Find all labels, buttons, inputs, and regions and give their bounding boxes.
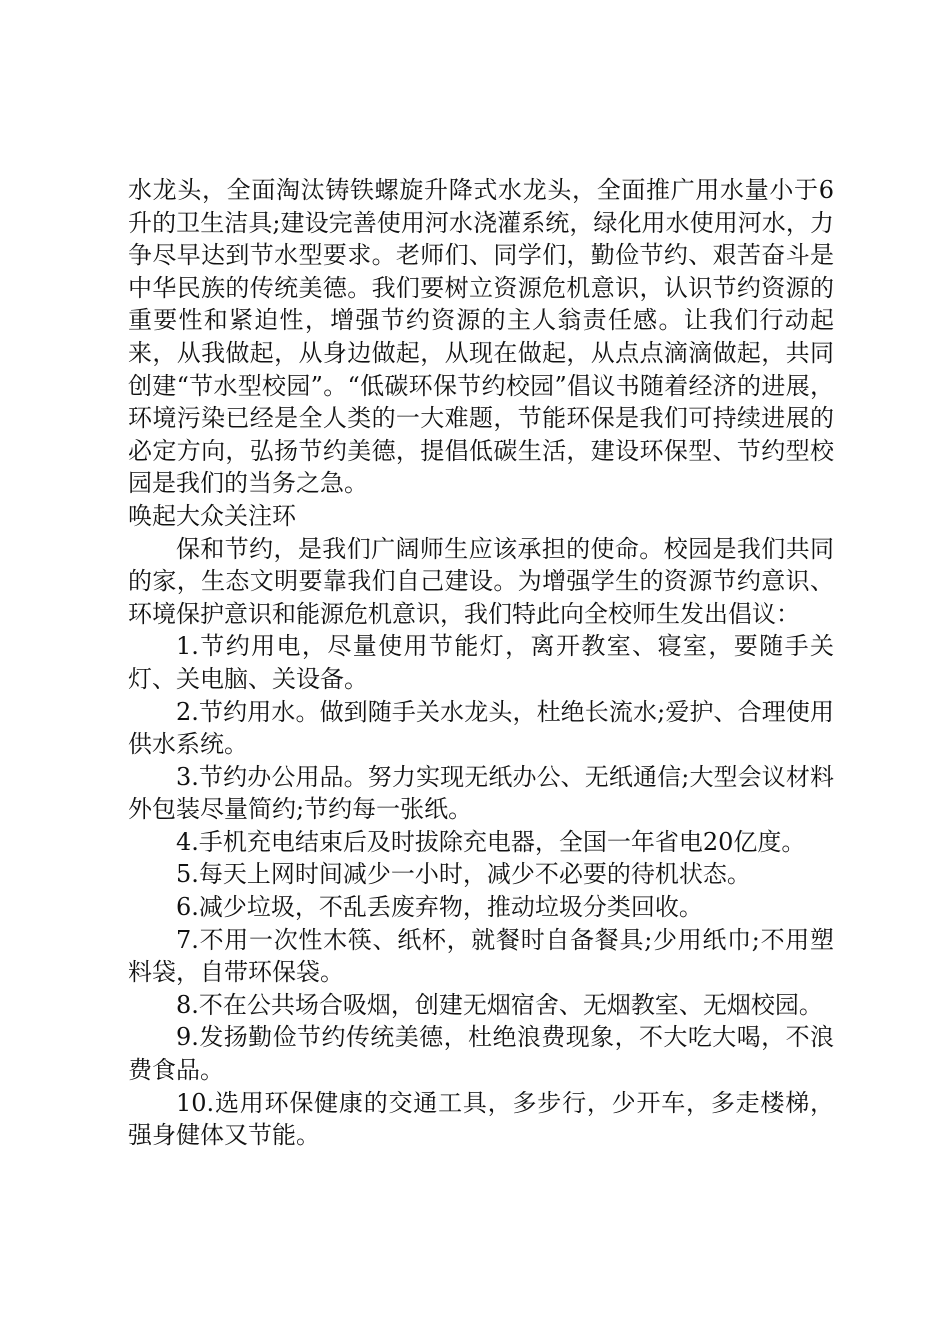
list-item: 2.节约用水。做到随手关水龙头，杜绝长流水;爱护、合理使用供水系统。 [128, 697, 834, 759]
intro-paragraph: 水龙头，全面淘汰铸铁螺旋升降式水龙头，全面推广用水量小于6升的卫生洁具;建设完善使用河水浇灌系统，绿化用水使用河水，力争尽早达到节水型要求。老师们、同学们，勤俭节约、艰苦奋斗是中华民族的传统美德。我们要树立资源危机意识，认识节约资源的重要性和紧迫性，增强节约资源的主人翁责任感。让我们行动起来，从我做起，从身边做起，从现在做起，从点点滴滴做起，共同创建“节水型校园”。“低碳环保节约校园”倡议书随着经济的进展，环境污染已经是全人类的一大难题，节能环保是我们可持续进展的必定方向，弘扬节约美德，提倡低碳生活，建设环保型、节约型校园是我们的当务之急。 [128, 176, 834, 498]
body-paragraph: 保和节约，是我们广阔师生应该承担的使命。校园是我们共同的家，生态文明要靠我们自己建设。为增强学生的资源节约意识、环境保护意识和能源危机意识，我们特此向全校师生发出倡议： [128, 534, 834, 628]
list-item: 5.每天上网时间减少一小时，减少不必要的待机状态。 [176, 860, 751, 889]
short-line: 唤起大众关注环 [128, 501, 296, 530]
list-item: 9.发扬勤俭节约传统美德，杜绝浪费现象，不大吃大喝，不浪费食品。 [128, 1023, 834, 1085]
list-item: 1.节约用电，尽量使用节能灯，离开教室、寝室，要随手关灯、关电脑、关设备。 [128, 632, 834, 693]
list-item: 3.节约办公用品。努力实现无纸办公、无纸通信;大型会议材料外包装尽量简约;节约每一张纸。 [128, 762, 834, 824]
list-item: 4.手机充电结束后及时拔除充电器，全国一年省电20亿度。 [176, 827, 806, 856]
list-item: 7.不用一次性木筷、纸杯，就餐时自备餐具;少用纸巾;不用塑料袋，自带环保袋。 [128, 925, 834, 987]
list-item: 6.减少垃圾，不乱丢废弃物，推动垃圾分类回收。 [176, 893, 703, 922]
list-item: 10.选用环保健康的交通工具，多步行，少开车，多走楼梯，强身健体又节能。 [128, 1088, 834, 1150]
list-item: 8.不在公共场合吸烟，创建无烟宿舍、无烟教室、无烟校园。 [176, 990, 823, 1019]
document-page [128, 174, 834, 1152]
